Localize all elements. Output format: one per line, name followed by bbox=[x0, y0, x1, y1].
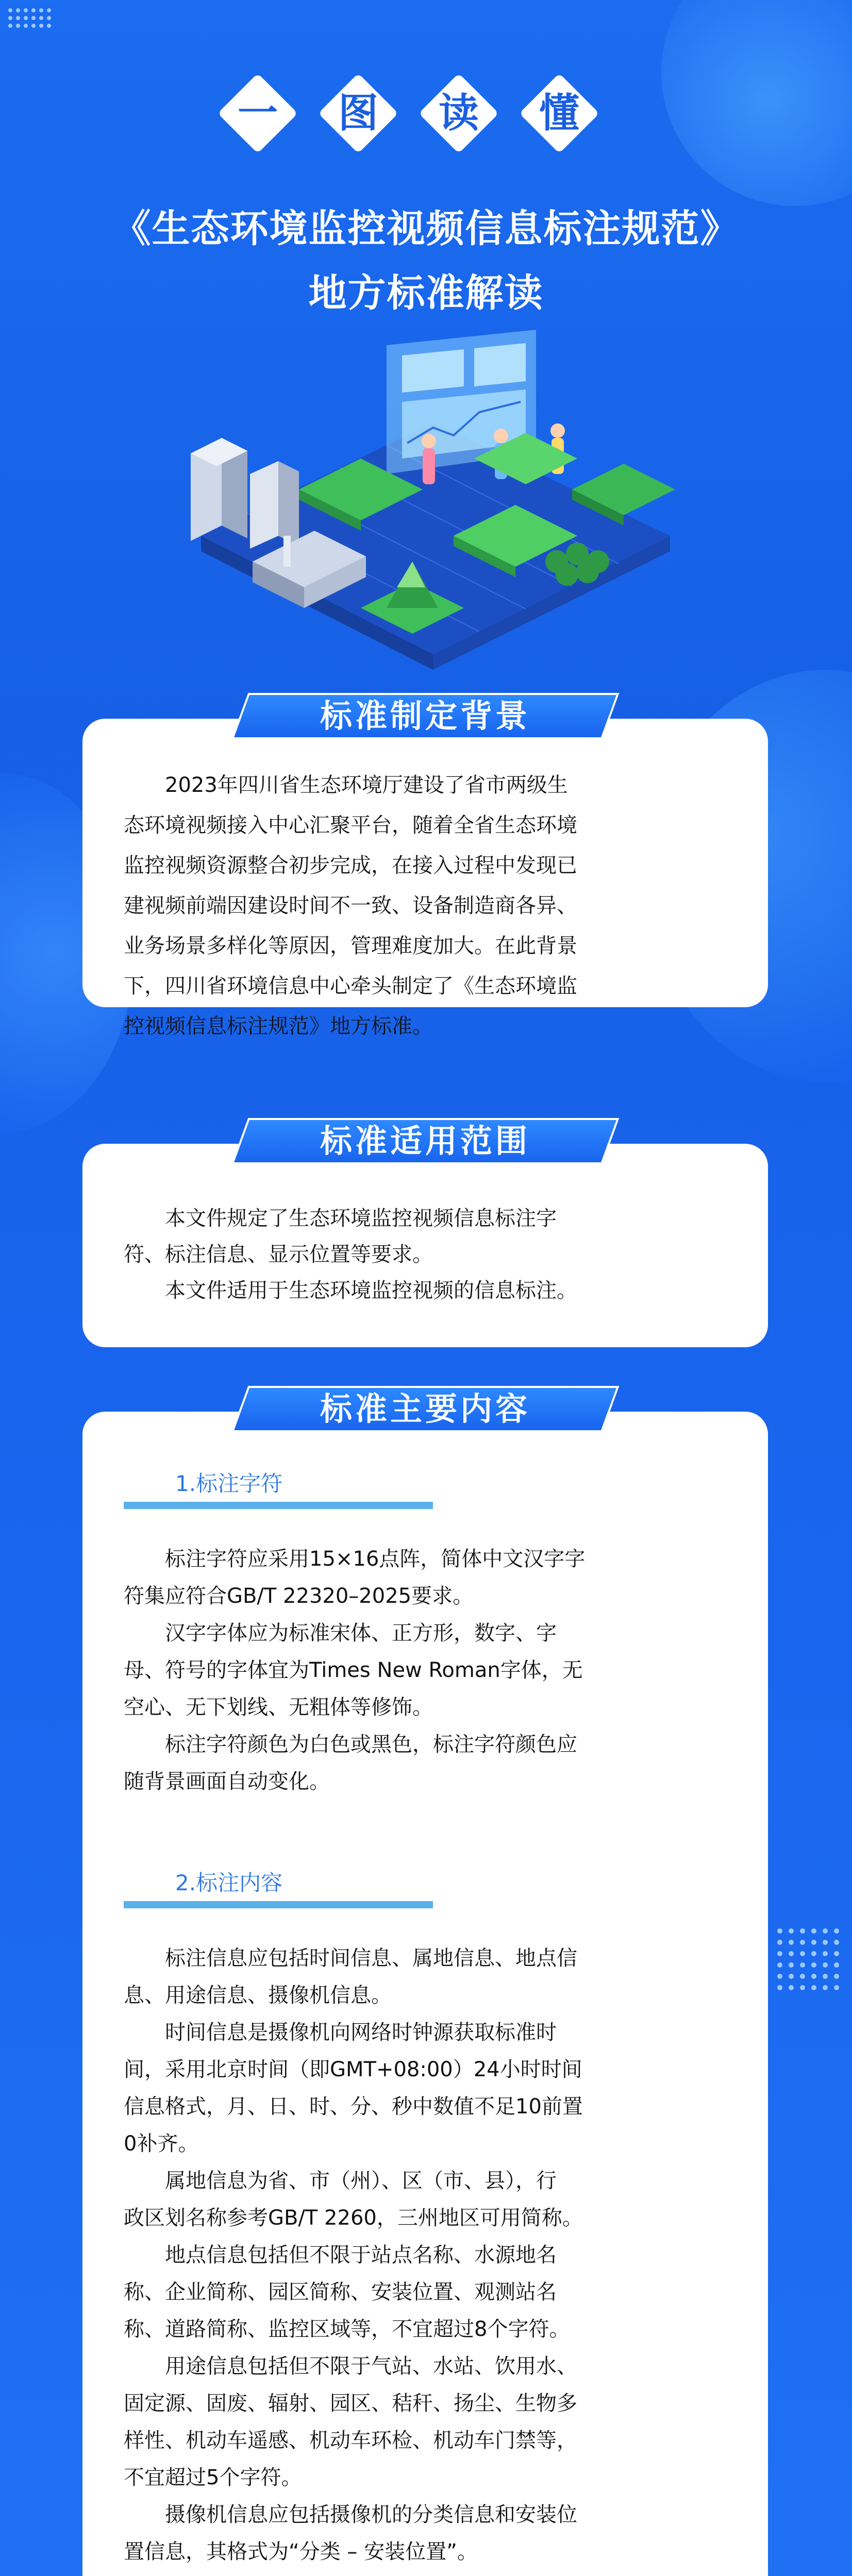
text-line: 空心、无下划线、无粗体等修饰。 bbox=[124, 1696, 433, 1719]
banner-scope bbox=[227, 1113, 624, 1170]
text-line: 2023年四川省生态环境厅建设了省市两级生 bbox=[165, 773, 568, 797]
text-line: 信息格式，月、日、时、分、秒中数值不足10前置 bbox=[124, 2095, 583, 2119]
text-line: 时间信息是摄像机向网络时钟源获取标准时 bbox=[165, 2021, 557, 2044]
text-line: 控视频信息标注规范》地方标准。 bbox=[124, 1014, 433, 1038]
banner-title-content: 标准主要内容 bbox=[320, 1390, 530, 1428]
text-line: 母、符号的字体宜为Times New Roman字体，无 bbox=[124, 1658, 583, 1682]
text-line: 汉字字体应为标准宋体、正方形，数字、字 bbox=[165, 1621, 557, 1645]
subheading-bar bbox=[124, 1901, 433, 1908]
text-line: 下，四川省环境信息中心牵头制定了《生态环境监 bbox=[124, 974, 577, 998]
title-char-2: 图 bbox=[338, 90, 378, 137]
text-line: 标注字符颜色为白色或黑色，标注字符颜色应 bbox=[165, 1733, 577, 1756]
doc-title: 《生态环境监控视频信息标注规范》 bbox=[112, 207, 740, 251]
subheading-text: 2.标注内容 bbox=[175, 1870, 283, 1895]
dot-grid-right bbox=[776, 1927, 848, 2020]
text-line: 摄像机信息应包括摄像机的分类信息和安装位 bbox=[165, 2503, 577, 2527]
text-line: 地点信息包括但不限于站点名称、水源地名 bbox=[165, 2243, 557, 2267]
text-line: 监控视频资源整合初步完成，在接入过程中发现已 bbox=[124, 854, 577, 877]
text-line: 标注信息应包括时间信息、属地信息、地点信 bbox=[165, 1946, 577, 1970]
text-line: 间，采用北京时间（即GMT+08:00）24小时时间 bbox=[124, 2058, 582, 2081]
text-line: 不宜超过5个字符。 bbox=[124, 2466, 302, 2489]
subheading-1 bbox=[124, 1466, 433, 1507]
text-line: 用途信息包括但不限于气站、水站、饮用水、 bbox=[165, 2354, 577, 2378]
text-line: 固定源、固废、辐射、园区、秸秆、扬尘、生物多 bbox=[124, 2392, 577, 2415]
text-line: 业务场景多样化等原因，管理难度加大。在此背景 bbox=[124, 934, 577, 958]
title-char-4: 懂 bbox=[539, 90, 579, 137]
text-line: 0补齐。 bbox=[124, 2132, 199, 2156]
hero-illustration bbox=[144, 319, 711, 690]
title-char-1: 一 bbox=[237, 90, 278, 137]
text-line: 称、企业简称、园区简称、安装位置、观测站名 bbox=[124, 2280, 557, 2304]
doc-subtitle: 地方标准解读 bbox=[308, 271, 544, 315]
sub2-paragraph bbox=[124, 1940, 727, 2570]
text-line: 样性、机动车遥感、机动车环检、机动车门禁等， bbox=[124, 2429, 577, 2452]
text-line: 随背景画面自动变化。 bbox=[124, 1770, 330, 1793]
background-paragraph bbox=[124, 765, 727, 1046]
banner-title-scope: 标准适用范围 bbox=[320, 1122, 530, 1160]
text-line: 本文件适用于生态环境监控视频的信息标注。 bbox=[165, 1279, 577, 1302]
text-line: 态环境视频接入中心汇聚平台，随着全省生态环境 bbox=[124, 814, 577, 837]
subheading-text: 1.标注字符 bbox=[175, 1471, 283, 1496]
text-line: 符集应符合GB/T 22320–2025要求。 bbox=[124, 1584, 474, 1608]
banner-background bbox=[227, 688, 624, 744]
text-line: 本文件规定了生态环境监控视频信息标注字 bbox=[165, 1207, 557, 1230]
text-line: 息、用途信息、摄像机信息。 bbox=[124, 1984, 392, 2007]
sub1-paragraph bbox=[124, 1540, 727, 1800]
text-line: 符、标注信息、显示位置等要求。 bbox=[124, 1243, 433, 1266]
banner-content bbox=[227, 1381, 624, 1437]
scope-paragraph bbox=[124, 1200, 727, 1309]
building-block bbox=[191, 438, 299, 549]
dot-grid-topleft bbox=[8, 8, 54, 39]
text-line: 属地信息为省、市（州）、区（市、县），行 bbox=[165, 2169, 557, 2193]
text-line: 置信息，其格式为“分类 – 安装位置”。 bbox=[124, 2540, 478, 2564]
text-line: 政区划名称参考GB/T 2260，三州地区可用简称。 bbox=[124, 2206, 583, 2230]
text-line: 称、道路简称、监控区域等，不宜超过8个字符。 bbox=[124, 2317, 570, 2341]
banner-title-background: 标准制定背景 bbox=[320, 697, 530, 735]
subheading-bar bbox=[124, 1502, 433, 1509]
title-char-3: 读 bbox=[438, 90, 479, 137]
subheading-2 bbox=[124, 1865, 433, 1906]
bg-circle-topright bbox=[661, 0, 852, 206]
text-line: 标注字符应采用15×16点阵，简体中文汉字字 bbox=[165, 1547, 586, 1571]
text-line: 建视频前端因建设时间不一致、设备制造商各异、 bbox=[124, 894, 577, 918]
